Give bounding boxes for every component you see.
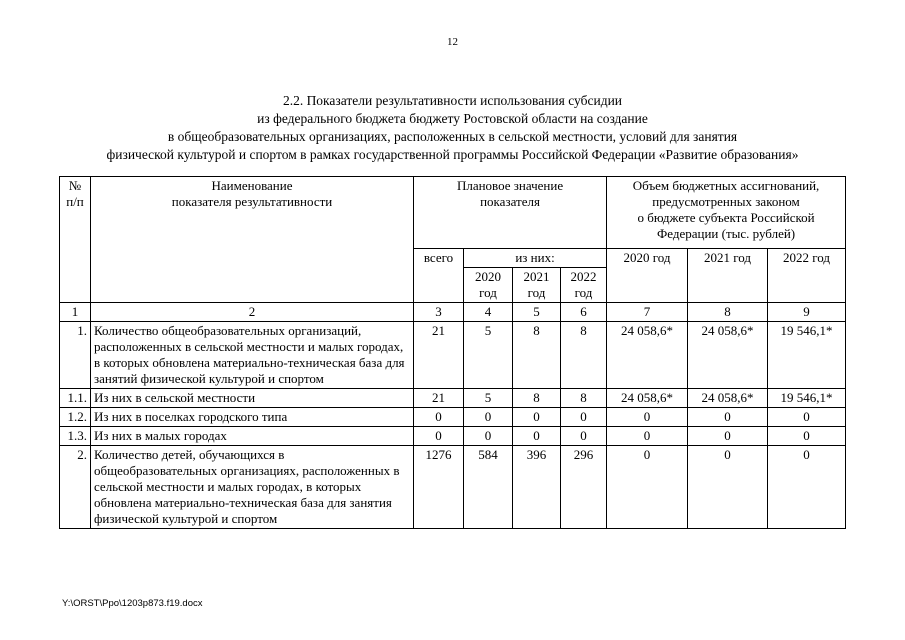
header-budget: Объем бюджетных ассигнований, предусмотренных законом о бюджете субъекта Российской Федерации (тыс. рублей) — [607, 177, 846, 249]
row-budget-2020: 0 — [607, 408, 688, 427]
row-budget-2021: 0 — [688, 408, 768, 427]
row-budget-2020: 0 — [607, 446, 688, 529]
row-budget-2022: 0 — [768, 446, 846, 529]
header-budget-2020: 2020 год — [607, 249, 688, 268]
page-number: 12 — [447, 36, 458, 48]
table-row — [60, 408, 846, 427]
row-indicator-name: Количество общеобразовательных организаций, расположенных в сельской местности и малых городах, в которых обновлена материально-техническая база для занятий физической культурой и спортом — [91, 322, 414, 389]
header-spacer — [414, 268, 464, 303]
row-total: 0 — [414, 427, 464, 446]
row-value-2020: 0 — [464, 408, 513, 427]
row-value-2021: 8 — [513, 389, 561, 408]
header-year-2020: 2020 год — [464, 268, 513, 303]
heading-line: 2.2. Показатели результативности использования субсидии — [282, 93, 623, 108]
column-number: 8 — [688, 303, 768, 322]
row-total: 21 — [414, 322, 464, 389]
row-budget-2021: 24 058,6* — [688, 322, 768, 389]
row-number: 2. — [60, 446, 91, 529]
header-budget-2021: 2021 год — [688, 249, 768, 268]
header-total: всего — [414, 249, 464, 268]
row-indicator-name: Из них в сельской местности — [91, 389, 414, 408]
header-num: № п/п — [60, 177, 91, 249]
indicators-table — [59, 176, 846, 529]
column-number: 3 — [414, 303, 464, 322]
header-budget-2022: 2022 год — [768, 249, 846, 268]
column-number: 2 — [91, 303, 414, 322]
row-total: 21 — [414, 389, 464, 408]
header-spacer — [91, 249, 414, 268]
row-budget-2021: 24 058,6* — [688, 389, 768, 408]
row-number: 1. — [60, 322, 91, 389]
row-budget-2021: 0 — [688, 427, 768, 446]
column-number: 7 — [607, 303, 688, 322]
header-spacer — [60, 249, 91, 268]
heading-line: в общеобразовательных организациях, расположенных в сельской местности, условий для занятия — [167, 129, 738, 144]
row-value-2020: 584 — [464, 446, 513, 529]
row-value-2020: 5 — [464, 389, 513, 408]
header-spacer — [60, 268, 91, 303]
row-value-2020: 0 — [464, 427, 513, 446]
header-planned: Плановое значение показателя — [414, 177, 607, 249]
table-row — [60, 446, 846, 529]
header-of-them: из них: — [464, 249, 607, 268]
column-number: 1 — [60, 303, 91, 322]
heading-line: физической культурой и спортом в рамках государственной программы Российской Федерации «Развитие образования» — [106, 147, 799, 162]
row-value-2020: 5 — [464, 322, 513, 389]
column-number: 6 — [561, 303, 607, 322]
header-spacer — [688, 268, 768, 303]
table-row — [60, 389, 846, 408]
row-budget-2020: 24 058,6* — [607, 389, 688, 408]
header-year-2021: 2021 год — [513, 268, 561, 303]
row-value-2022: 8 — [561, 389, 607, 408]
row-value-2021: 0 — [513, 427, 561, 446]
row-value-2021: 8 — [513, 322, 561, 389]
row-indicator-name: Из них в малых городах — [91, 427, 414, 446]
row-number: 1.2. — [60, 408, 91, 427]
row-budget-2021: 0 — [688, 446, 768, 529]
row-total: 0 — [414, 408, 464, 427]
row-number: 1.3. — [60, 427, 91, 446]
row-budget-2022: 19 546,1* — [768, 389, 846, 408]
row-number: 1.1. — [60, 389, 91, 408]
column-number: 9 — [768, 303, 846, 322]
row-indicator-name: Количество детей, обучающихся в общеобразовательных организациях, расположенных в сельской местности и малых городах, в которых обновлена материально-техническая база для занятия физической культурой и спортом — [91, 446, 414, 529]
row-budget-2022: 0 — [768, 427, 846, 446]
column-number-row — [60, 303, 846, 322]
row-budget-2020: 0 — [607, 427, 688, 446]
row-value-2022: 8 — [561, 322, 607, 389]
header-year-2022: 2022 год — [561, 268, 607, 303]
table-row — [60, 427, 846, 446]
row-budget-2022: 19 546,1* — [768, 322, 846, 389]
row-value-2022: 296 — [561, 446, 607, 529]
row-value-2021: 0 — [513, 408, 561, 427]
section-heading — [40, 92, 865, 164]
header-spacer — [91, 268, 414, 303]
row-budget-2020: 24 058,6* — [607, 322, 688, 389]
row-value-2021: 396 — [513, 446, 561, 529]
header-spacer — [607, 268, 688, 303]
document-path-footer: Y:\ORST\Ppo\1203p873.f19.docx — [62, 598, 203, 609]
header-name: Наименование показателя результативности — [91, 177, 414, 249]
heading-line: из федерального бюджета бюджету Ростовской области на создание — [257, 111, 648, 126]
table-row — [60, 322, 846, 389]
column-number: 5 — [513, 303, 561, 322]
row-value-2022: 0 — [561, 427, 607, 446]
row-value-2022: 0 — [561, 408, 607, 427]
header-spacer — [768, 268, 846, 303]
row-indicator-name: Из них в поселках городского типа — [91, 408, 414, 427]
row-total: 1276 — [414, 446, 464, 529]
row-budget-2022: 0 — [768, 408, 846, 427]
column-number: 4 — [464, 303, 513, 322]
